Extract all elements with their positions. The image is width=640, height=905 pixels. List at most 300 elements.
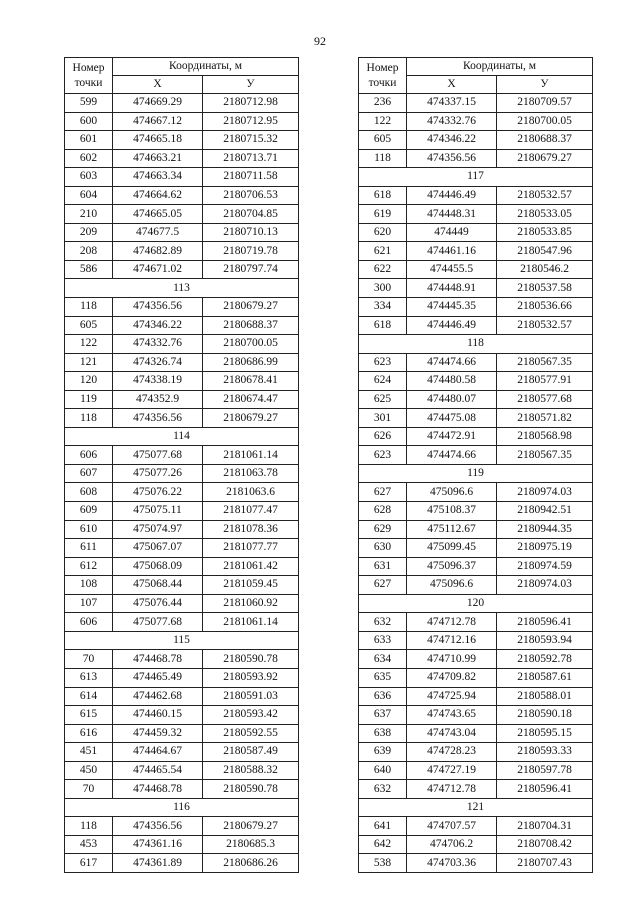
table-row <box>65 94 299 113</box>
section-row <box>65 427 299 446</box>
y-coordinate-cell: 2180707.43 <box>497 854 593 873</box>
x-coordinate-cell: 474352.9 <box>113 390 203 409</box>
y-coordinate-cell: 2181063.6 <box>203 483 299 502</box>
x-coordinate-cell: 474663.34 <box>113 168 203 187</box>
y-header: У <box>497 76 593 94</box>
point-number-cell: 601 <box>65 131 113 150</box>
point-number-cell: 108 <box>65 576 113 595</box>
section-row <box>65 279 299 298</box>
section-label: 117 <box>359 168 593 187</box>
point-number-cell: 603 <box>65 168 113 187</box>
y-coordinate-cell: 2181061.14 <box>203 613 299 632</box>
point-number-cell: 608 <box>65 483 113 502</box>
point-number-cell: 451 <box>65 743 113 762</box>
point-number-cell: 210 <box>65 205 113 224</box>
y-coordinate-cell: 2180797.74 <box>203 260 299 279</box>
point-number-cell: 641 <box>359 817 407 836</box>
table-row <box>65 260 299 279</box>
x-coordinate-cell: 474326.74 <box>113 353 203 372</box>
x-coordinate-cell: 474449 <box>407 223 497 242</box>
y-coordinate-cell: 2180593.94 <box>497 631 593 650</box>
table-row <box>65 724 299 743</box>
point-number-cell: 599 <box>65 94 113 113</box>
table-row <box>359 483 593 502</box>
x-coordinate-cell: 474667.12 <box>113 112 203 131</box>
point-number-cell: 334 <box>359 298 407 317</box>
table-row <box>359 780 593 799</box>
y-coordinate-cell: 2180700.05 <box>497 112 593 131</box>
point-number-cell: 538 <box>359 854 407 873</box>
x-coordinate-cell: 474707.57 <box>407 817 497 836</box>
section-label: 113 <box>65 279 299 298</box>
point-number-cell: 627 <box>359 483 407 502</box>
table-row <box>65 854 299 873</box>
y-coordinate-cell: 2180974.59 <box>497 557 593 576</box>
point-number-cell: 118 <box>65 817 113 836</box>
table-row <box>65 464 299 483</box>
x-coordinate-cell: 474332.76 <box>407 112 497 131</box>
x-coordinate-cell: 475067.07 <box>113 539 203 558</box>
table-row <box>359 186 593 205</box>
point-number-cell: 122 <box>65 335 113 354</box>
x-coordinate-cell: 474356.56 <box>113 298 203 317</box>
section-label: 114 <box>65 427 299 446</box>
y-coordinate-cell: 2180711.58 <box>203 168 299 187</box>
table-row <box>359 316 593 335</box>
table-row <box>359 94 593 113</box>
point-number-cell: 621 <box>359 242 407 261</box>
table-row <box>359 446 593 465</box>
x-coordinate-cell: 474671.02 <box>113 260 203 279</box>
table-row <box>65 576 299 595</box>
point-number-cell: 620 <box>359 223 407 242</box>
y-coordinate-cell: 2180577.91 <box>497 372 593 391</box>
table-row <box>65 205 299 224</box>
x-coordinate-cell: 474361.16 <box>113 835 203 854</box>
section-label: 119 <box>359 464 593 483</box>
point-number-cell: 619 <box>359 205 407 224</box>
y-coordinate-cell: 2180704.85 <box>203 205 299 224</box>
point-number-cell: 642 <box>359 835 407 854</box>
y-coordinate-cell: 2180595.15 <box>497 724 593 743</box>
page-number: 92 <box>314 34 326 48</box>
point-number-cell: 618 <box>359 186 407 205</box>
point-number-header: Номер точки <box>65 58 113 94</box>
x-coordinate-cell: 474446.49 <box>407 186 497 205</box>
point-number-cell: 633 <box>359 631 407 650</box>
x-coordinate-cell: 474712.16 <box>407 631 497 650</box>
point-number-cell: 634 <box>359 650 407 669</box>
y-coordinate-cell: 2180547.96 <box>497 242 593 261</box>
y-coordinate-cell: 2180975.19 <box>497 539 593 558</box>
point-number-cell: 618 <box>359 316 407 335</box>
y-coordinate-cell: 2180591.03 <box>203 687 299 706</box>
point-number-cell: 631 <box>359 557 407 576</box>
table-row <box>65 223 299 242</box>
x-coordinate-cell: 474460.15 <box>113 706 203 725</box>
table-row <box>359 260 593 279</box>
y-coordinate-cell: 2180713.71 <box>203 149 299 168</box>
x-coordinate-cell: 474465.49 <box>113 668 203 687</box>
table-row <box>65 835 299 854</box>
table-row <box>359 409 593 428</box>
x-coordinate-cell: 474474.66 <box>407 353 497 372</box>
x-coordinate-cell: 474461.16 <box>407 242 497 261</box>
y-coordinate-cell: 2180974.03 <box>497 483 593 502</box>
x-coordinate-cell: 474664.62 <box>113 186 203 205</box>
x-coordinate-cell: 474703.36 <box>407 854 497 873</box>
x-coordinate-cell: 474480.07 <box>407 390 497 409</box>
point-number-cell: 70 <box>65 650 113 669</box>
x-coordinate-cell: 474712.78 <box>407 613 497 632</box>
table-row <box>65 149 299 168</box>
table-row <box>65 539 299 558</box>
y-coordinate-cell: 2180590.18 <box>497 706 593 725</box>
point-number-cell: 600 <box>65 112 113 131</box>
x-coordinate-cell: 474346.22 <box>407 131 497 150</box>
x-coordinate-cell: 474361.89 <box>113 854 203 873</box>
y-coordinate-cell: 2180688.37 <box>497 131 593 150</box>
table-row <box>359 687 593 706</box>
y-coordinate-cell: 2180532.57 <box>497 316 593 335</box>
x-coordinate-cell: 475099.45 <box>407 539 497 558</box>
table-row <box>359 650 593 669</box>
point-number-cell: 107 <box>65 594 113 613</box>
y-coordinate-cell: 2180567.35 <box>497 353 593 372</box>
y-coordinate-cell: 2180679.27 <box>203 298 299 317</box>
table-row <box>359 279 593 298</box>
point-number-cell: 626 <box>359 427 407 446</box>
coordinates-table-left <box>64 57 299 873</box>
point-number-cell: 623 <box>359 353 407 372</box>
x-coordinate-cell: 474468.78 <box>113 650 203 669</box>
x-coordinate-cell: 474338.19 <box>113 372 203 391</box>
y-coordinate-cell: 2180532.57 <box>497 186 593 205</box>
table-row <box>65 761 299 780</box>
x-coordinate-cell: 474712.78 <box>407 780 497 799</box>
table-row <box>65 483 299 502</box>
x-coordinate-cell: 474459.32 <box>113 724 203 743</box>
y-coordinate-cell: 2180568.98 <box>497 427 593 446</box>
x-coordinate-cell: 474475.08 <box>407 409 497 428</box>
point-number-cell: 118 <box>65 298 113 317</box>
table-row <box>65 242 299 261</box>
y-coordinate-cell: 2181078.36 <box>203 520 299 539</box>
table-row <box>65 168 299 187</box>
y-coordinate-cell: 2181059.45 <box>203 576 299 595</box>
table-row <box>359 205 593 224</box>
table-row <box>65 372 299 391</box>
point-number-cell: 209 <box>65 223 113 242</box>
point-number-cell: 610 <box>65 520 113 539</box>
x-coordinate-cell: 475076.22 <box>113 483 203 502</box>
point-number-cell: 609 <box>65 502 113 521</box>
y-coordinate-cell: 2180944.35 <box>497 520 593 539</box>
table-row <box>359 743 593 762</box>
table-row <box>65 613 299 632</box>
point-number-cell: 637 <box>359 706 407 725</box>
table-row <box>65 131 299 150</box>
x-coordinate-cell: 474474.66 <box>407 446 497 465</box>
section-row <box>359 168 593 187</box>
table-row <box>359 427 593 446</box>
x-coordinate-cell: 474356.56 <box>113 409 203 428</box>
point-number-cell: 639 <box>359 743 407 762</box>
point-number-cell: 630 <box>359 539 407 558</box>
y-coordinate-cell: 2180715.32 <box>203 131 299 150</box>
x-header: X <box>113 76 203 94</box>
section-label: 118 <box>359 335 593 354</box>
point-number-cell: 120 <box>65 372 113 391</box>
x-coordinate-cell: 474445.35 <box>407 298 497 317</box>
table-row <box>359 631 593 650</box>
x-coordinate-cell: 474448.31 <box>407 205 497 224</box>
section-row <box>65 798 299 817</box>
y-coordinate-cell: 2180942.51 <box>497 502 593 521</box>
point-number-cell: 627 <box>359 576 407 595</box>
point-number-cell: 632 <box>359 613 407 632</box>
y-coordinate-cell: 2180688.37 <box>203 316 299 335</box>
left-table-body <box>65 94 299 873</box>
coordinates-header: Координаты, м <box>113 58 299 76</box>
point-number-cell: 611 <box>65 539 113 558</box>
y-coordinate-cell: 2180571.82 <box>497 409 593 428</box>
y-coordinate-cell: 2180709.57 <box>497 94 593 113</box>
point-number-cell: 638 <box>359 724 407 743</box>
x-coordinate-cell: 475112.67 <box>407 520 497 539</box>
point-number-cell: 301 <box>359 409 407 428</box>
y-coordinate-cell: 2180678.41 <box>203 372 299 391</box>
y-header: У <box>203 76 299 94</box>
x-coordinate-cell: 474455.5 <box>407 260 497 279</box>
table-row <box>65 780 299 799</box>
y-coordinate-cell: 2180686.99 <box>203 353 299 372</box>
coordinates-table-right <box>358 57 593 873</box>
point-number-cell: 622 <box>359 260 407 279</box>
coordinates-header: Координаты, м <box>407 58 593 76</box>
table-row <box>65 298 299 317</box>
point-number-cell: 605 <box>65 316 113 335</box>
point-number-header: Номер точки <box>359 58 407 94</box>
y-coordinate-cell: 2180704.31 <box>497 817 593 836</box>
x-coordinate-cell: 474462.68 <box>113 687 203 706</box>
x-coordinate-cell: 474665.05 <box>113 205 203 224</box>
point-number-cell: 635 <box>359 668 407 687</box>
x-coordinate-cell: 474663.21 <box>113 149 203 168</box>
x-coordinate-cell: 474448.91 <box>407 279 497 298</box>
y-coordinate-cell: 2180708.42 <box>497 835 593 854</box>
y-coordinate-cell: 2181077.47 <box>203 502 299 521</box>
y-coordinate-cell: 2180679.27 <box>203 817 299 836</box>
table-row <box>65 446 299 465</box>
y-coordinate-cell: 2180537.58 <box>497 279 593 298</box>
x-coordinate-cell: 474710.99 <box>407 650 497 669</box>
x-coordinate-cell: 475108.37 <box>407 502 497 521</box>
point-number-cell: 450 <box>65 761 113 780</box>
point-number-cell: 602 <box>65 149 113 168</box>
point-number-cell: 617 <box>65 854 113 873</box>
y-coordinate-cell: 2180674.47 <box>203 390 299 409</box>
table-row <box>359 372 593 391</box>
y-coordinate-cell: 2180686.26 <box>203 854 299 873</box>
y-coordinate-cell: 2180546.2 <box>497 260 593 279</box>
table-row <box>65 335 299 354</box>
table-row <box>65 687 299 706</box>
y-coordinate-cell: 2180592.55 <box>203 724 299 743</box>
y-coordinate-cell: 2180588.01 <box>497 687 593 706</box>
x-coordinate-cell: 474346.22 <box>113 316 203 335</box>
y-coordinate-cell: 2180685.3 <box>203 835 299 854</box>
table-row <box>359 390 593 409</box>
x-coordinate-cell: 475068.09 <box>113 557 203 576</box>
point-number-cell: 625 <box>359 390 407 409</box>
point-number-cell: 614 <box>65 687 113 706</box>
right-table-body <box>359 94 593 873</box>
table-row <box>65 353 299 372</box>
table-row <box>65 112 299 131</box>
x-coordinate-cell: 474669.29 <box>113 94 203 113</box>
y-coordinate-cell: 2181077.77 <box>203 539 299 558</box>
y-coordinate-cell: 2180596.41 <box>497 780 593 799</box>
table-row <box>359 854 593 873</box>
point-number-cell: 118 <box>65 409 113 428</box>
table-row <box>359 112 593 131</box>
x-coordinate-cell: 475096.6 <box>407 483 497 502</box>
y-coordinate-cell: 2181061.42 <box>203 557 299 576</box>
y-coordinate-cell: 2181063.78 <box>203 464 299 483</box>
table-row <box>65 557 299 576</box>
x-coordinate-cell: 474472.91 <box>407 427 497 446</box>
x-coordinate-cell: 474480.58 <box>407 372 497 391</box>
y-coordinate-cell: 2180593.92 <box>203 668 299 687</box>
x-coordinate-cell: 474709.82 <box>407 668 497 687</box>
x-coordinate-cell: 475068.44 <box>113 576 203 595</box>
table-row <box>65 743 299 762</box>
section-label: 116 <box>65 798 299 817</box>
table-row <box>65 594 299 613</box>
point-number-cell: 586 <box>65 260 113 279</box>
x-coordinate-cell: 475077.68 <box>113 446 203 465</box>
table-row <box>65 706 299 725</box>
section-label: 120 <box>359 594 593 613</box>
y-coordinate-cell: 2180596.41 <box>497 613 593 632</box>
x-coordinate-cell: 475074.97 <box>113 520 203 539</box>
table-row <box>359 298 593 317</box>
y-coordinate-cell: 2180590.78 <box>203 780 299 799</box>
table-row <box>359 539 593 558</box>
y-coordinate-cell: 2180700.05 <box>203 335 299 354</box>
x-coordinate-cell: 474743.04 <box>407 724 497 743</box>
point-number-cell: 629 <box>359 520 407 539</box>
x-coordinate-cell: 474332.76 <box>113 335 203 354</box>
x-coordinate-cell: 474727.19 <box>407 761 497 780</box>
point-number-cell: 632 <box>359 780 407 799</box>
point-number-cell: 606 <box>65 446 113 465</box>
table-row <box>359 520 593 539</box>
y-coordinate-cell: 2181061.14 <box>203 446 299 465</box>
x-coordinate-cell: 475077.26 <box>113 464 203 483</box>
y-coordinate-cell: 2180712.98 <box>203 94 299 113</box>
x-coordinate-cell: 474465.54 <box>113 761 203 780</box>
table-row <box>359 761 593 780</box>
table-row <box>65 390 299 409</box>
point-number-cell: 70 <box>65 780 113 799</box>
y-coordinate-cell: 2180706.53 <box>203 186 299 205</box>
y-coordinate-cell: 2180974.03 <box>497 576 593 595</box>
point-number-cell: 623 <box>359 446 407 465</box>
x-coordinate-cell: 475076.44 <box>113 594 203 613</box>
table-row <box>65 502 299 521</box>
point-number-cell: 605 <box>359 131 407 150</box>
y-coordinate-cell: 2180593.42 <box>203 706 299 725</box>
section-row <box>359 594 593 613</box>
table-row <box>359 131 593 150</box>
y-coordinate-cell: 2180588.32 <box>203 761 299 780</box>
table-row <box>65 817 299 836</box>
point-number-cell: 615 <box>65 706 113 725</box>
table-row <box>65 650 299 669</box>
x-coordinate-cell: 474743.65 <box>407 706 497 725</box>
x-coordinate-cell: 474337.15 <box>407 94 497 113</box>
point-number-cell: 607 <box>65 464 113 483</box>
y-coordinate-cell: 2180679.27 <box>497 149 593 168</box>
y-coordinate-cell: 2180590.78 <box>203 650 299 669</box>
point-number-cell: 636 <box>359 687 407 706</box>
y-coordinate-cell: 2180710.13 <box>203 223 299 242</box>
section-row <box>359 464 593 483</box>
section-row <box>65 631 299 650</box>
y-coordinate-cell: 2180533.85 <box>497 223 593 242</box>
point-number-cell: 612 <box>65 557 113 576</box>
table-row <box>359 706 593 725</box>
point-number-cell: 604 <box>65 186 113 205</box>
x-coordinate-cell: 475077.68 <box>113 613 203 632</box>
x-coordinate-cell: 474356.56 <box>113 817 203 836</box>
y-coordinate-cell: 2181060.92 <box>203 594 299 613</box>
y-coordinate-cell: 2180597.78 <box>497 761 593 780</box>
x-coordinate-cell: 474728.23 <box>407 743 497 762</box>
table-row <box>359 557 593 576</box>
y-coordinate-cell: 2180587.49 <box>203 743 299 762</box>
table-row <box>359 576 593 595</box>
table-row <box>359 817 593 836</box>
point-number-cell: 208 <box>65 242 113 261</box>
table-row <box>359 223 593 242</box>
table-row <box>65 186 299 205</box>
point-number-cell: 118 <box>359 149 407 168</box>
point-number-cell: 453 <box>65 835 113 854</box>
point-number-cell: 119 <box>65 390 113 409</box>
table-row <box>359 353 593 372</box>
x-coordinate-cell: 474677.5 <box>113 223 203 242</box>
table-row <box>65 409 299 428</box>
y-coordinate-cell: 2180719.78 <box>203 242 299 261</box>
x-coordinate-cell: 474665.18 <box>113 131 203 150</box>
x-coordinate-cell: 474356.56 <box>407 149 497 168</box>
point-number-cell: 616 <box>65 724 113 743</box>
table-row <box>359 149 593 168</box>
y-coordinate-cell: 2180587.61 <box>497 668 593 687</box>
point-number-cell: 628 <box>359 502 407 521</box>
x-coordinate-cell: 474706.2 <box>407 835 497 854</box>
x-coordinate-cell: 474446.49 <box>407 316 497 335</box>
x-coordinate-cell: 474682.89 <box>113 242 203 261</box>
table-row <box>359 242 593 261</box>
point-number-cell: 121 <box>65 353 113 372</box>
section-row <box>359 335 593 354</box>
table-row <box>359 613 593 632</box>
point-number-cell: 300 <box>359 279 407 298</box>
